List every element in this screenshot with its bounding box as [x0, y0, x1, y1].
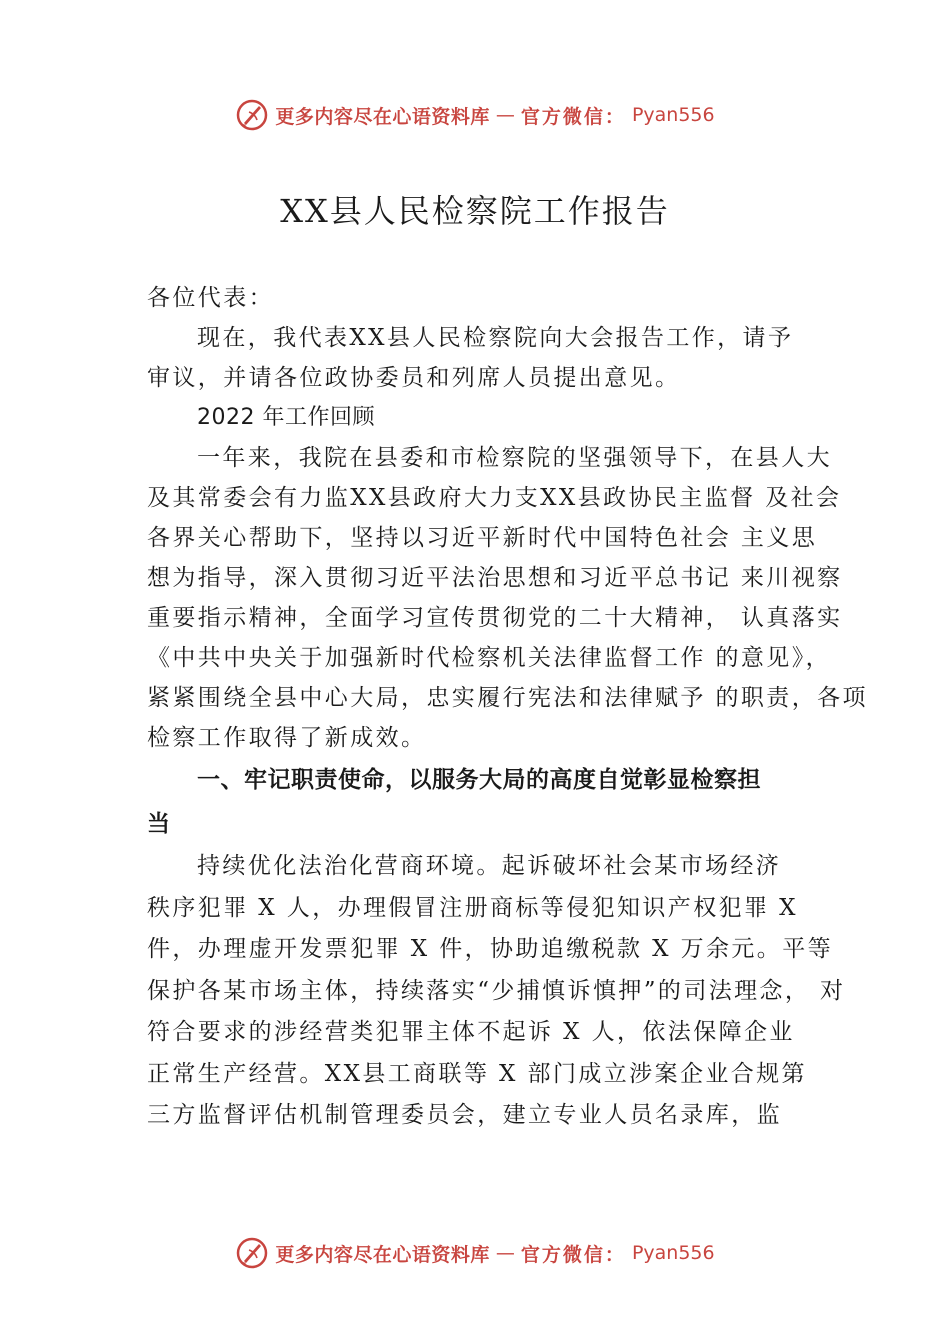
section-heading-1: 一、牢记职责使命，以服务大局的高度自觉彰显检察担	[197, 767, 761, 793]
watermark-footer	[0, 1233, 950, 1273]
paragraph-line: 检察工作取得了新成效。	[147, 725, 427, 751]
watermark-wechat-id: Pyan556	[631, 104, 715, 126]
quill-seal-icon	[235, 1236, 269, 1270]
watermark-separator: —	[495, 104, 515, 126]
paragraph-line: 紧紧围绕全县中心大局，忠实履行宪法和法律赋予 的职责，各项	[147, 685, 868, 711]
paragraph-line: 秩序犯罪 X 人，办理假冒注册商标等侵犯知识产权犯罪 X	[147, 894, 798, 921]
intro-line: 审议，并请各位政协委员和列席人员提出意见。	[147, 365, 681, 391]
paragraph-line: 一年来，我院在县委和市检察院的坚强领导下，在县人大	[197, 445, 832, 471]
paragraph-line: 保护各某市场主体，持续落实“少捕慎诉慎押”的司法理念， 对	[147, 977, 846, 1004]
paragraph-line: 《中共中央关于加强新时代检察机关法律监督工作 的意见》，	[147, 645, 832, 671]
watermark-separator: —	[495, 1242, 515, 1264]
paragraph-line: 想为指导，深入贯彻习近平法治思想和习近平总书记 来川视察	[147, 565, 843, 591]
watermark-wechat-id: Pyan556	[631, 1242, 715, 1264]
paragraph-line: 持续优化法治化营商环境。起诉破坏社会某市场经济	[197, 853, 782, 879]
section-review-heading: 2022 年工作回顾	[197, 405, 375, 430]
paragraph-2	[147, 846, 846, 1137]
watermark-label: 官方微信：	[520, 105, 626, 128]
paragraph-line: 三方监督评估机制管理委员会，建立专业人员名录库，监	[147, 1102, 782, 1128]
paragraph-line: 各界关心帮助下，坚持以习近平新时代中国特色社会 主义思	[147, 525, 818, 551]
watermark-label: 官方微信：	[520, 1243, 626, 1266]
quill-seal-icon	[235, 98, 269, 132]
paragraph-line: 重要指示精神，全面学习宣传贯彻党的二十大精神， 认真落实	[147, 605, 843, 631]
document-title: XX县人民检察院工作报告	[280, 192, 670, 230]
section-heading-1-cont: 当	[147, 811, 171, 837]
watermark-header	[0, 95, 950, 135]
paragraph-line: 符合要求的涉经营类犯罪主体不起诉 X 人，依法保障企业	[147, 1019, 795, 1045]
document-body	[147, 278, 868, 1137]
watermark-text: 更多内容尽在心语资料库	[275, 1243, 490, 1266]
paragraph-line: 正常生产经营。XX县工商联等 X 部门成立涉案企业合规第	[147, 1060, 807, 1087]
paragraph-line: 件，办理虚开发票犯罪 X 件，协助追缴税款 X 万余元。平等	[147, 936, 833, 962]
intro-line: 现在，我代表XX县人民检察院向大会报告工作，请予	[197, 325, 794, 351]
paragraph-line: 及其常委会有力监XX县政府大力支XX县政协民主监督 及社会	[147, 485, 842, 511]
salutation: 各位代表：	[147, 285, 274, 311]
watermark-text: 更多内容尽在心语资料库	[275, 105, 490, 128]
